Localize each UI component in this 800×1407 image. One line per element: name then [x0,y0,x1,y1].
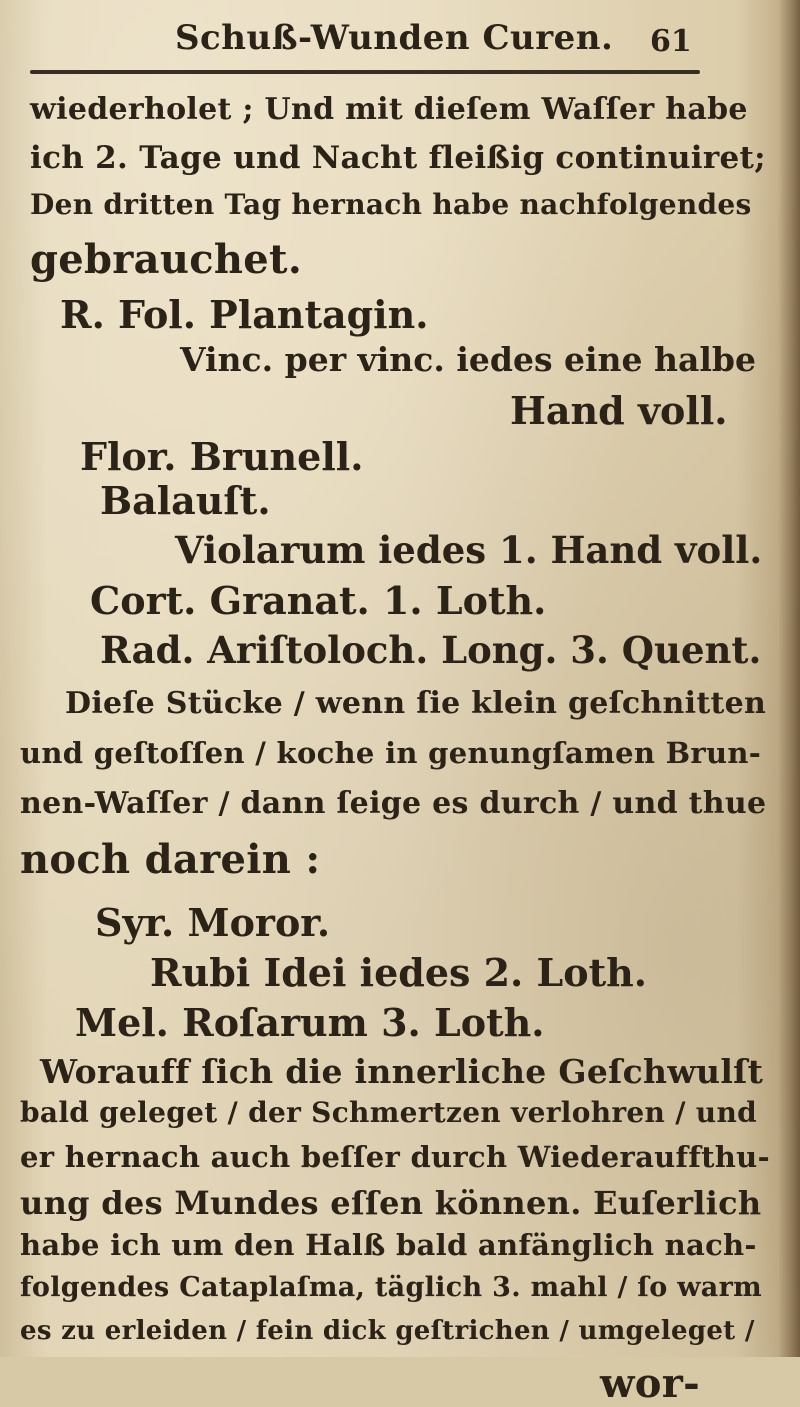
text-line: folgendes Cataplaſma, täglich 3. mahl / ſo warm [20,1272,762,1303]
recipe-line: Balauſt. [100,478,271,523]
text-line: Worauff ſich die innerliche Geſchwulſt [40,1052,764,1091]
page-number: 61 [650,24,692,59]
recipe-line: Rubi Idei iedes 2. Loth. [150,950,647,995]
text-line: bald geleget / der Schmertzen verlohren / und [20,1096,757,1129]
text-line: gebrauchet. [30,236,303,283]
text-line: wiederholet ; Und mit dieſem Waſſer habe [30,92,748,127]
text-line: nen-Waſſer / dann ſeige es durch / und thue [20,786,767,821]
recipe-line: R. Fol. Plantagin. [60,292,429,337]
text-line: ich 2. Tage und Nacht fleißig continuiret; [30,140,766,176]
text-line: ung des Mundes eſſen können. Euſerlich [20,1184,762,1222]
recipe-line: Hand voll. [510,388,728,433]
page-gutter [778,0,800,1357]
recipe-line: Vinc. per vinc. iedes eine halbe [180,340,757,379]
text-line: habe ich um den Halß bald anfänglich nach- [20,1228,757,1262]
text-line: es zu erleiden / fein dick geſtrichen / umgeleget / [20,1316,755,1346]
recipe-line: Syr. Moror. [95,900,331,945]
recipe-line: Rad. Ariſtoloch. Long. 3. Quent. [100,628,762,672]
running-header: Schuß-Wunden Curen. [175,18,614,58]
recipe-line: Flor. Brunell. [80,434,364,479]
recipe-line: Cort. Granat. 1. Loth. [90,578,547,623]
recipe-line: Violarum iedes 1. Hand voll. [175,528,763,572]
text-line: er hernach auch beſſer durch Wiederauffthu- [20,1140,770,1174]
text-line: noch darein : [20,836,321,883]
header-rule [30,70,700,74]
catchword: wor- [600,1360,700,1407]
recipe-line: Mel. Roſarum 3. Loth. [75,1000,545,1045]
text-line: Den dritten Tag hernach habe nachfolgendes [30,188,752,221]
text-line: Dieſe Stücke / wenn ſie klein geſchnitten [65,686,767,721]
text-line: und geſtoſſen / koche in genungſamen Brun- [20,736,762,770]
